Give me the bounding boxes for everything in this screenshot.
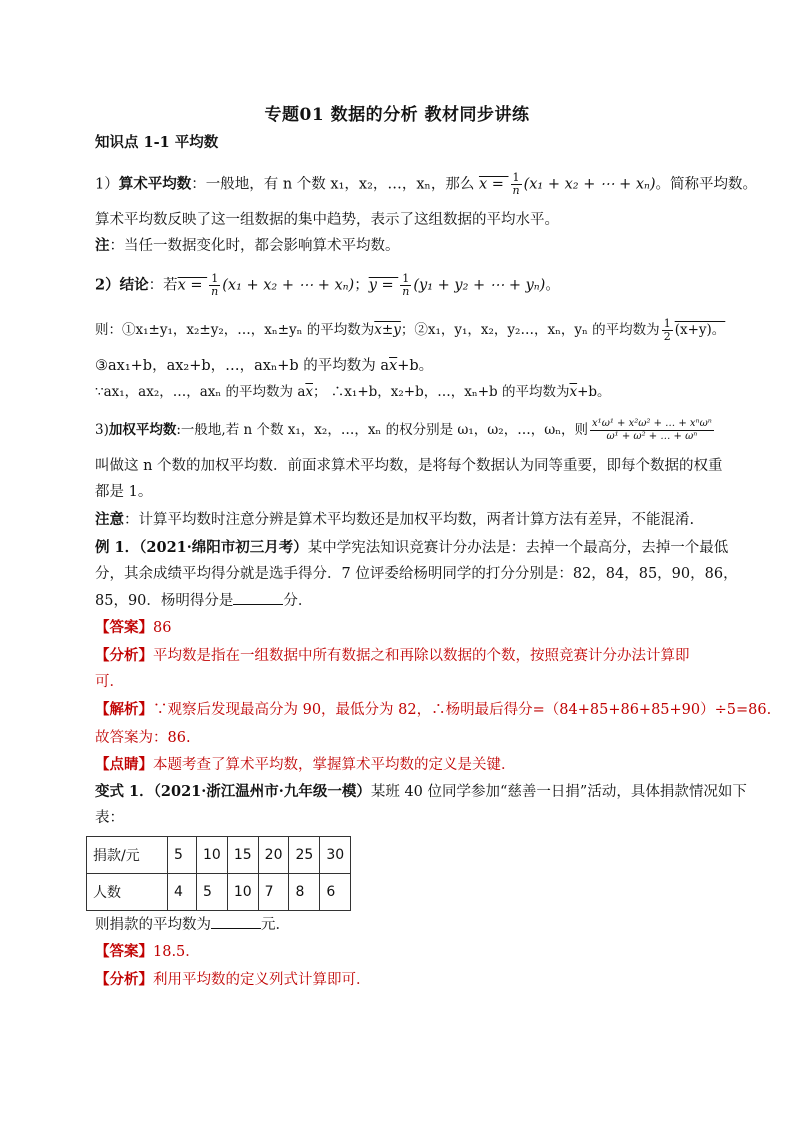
paragraph: 算术平均数反映了这一组数据的集中趋势，表示了这组数据的平均水平。 <box>95 212 559 228</box>
section-heading: 知识点 1-1 平均数 <box>95 134 219 151</box>
note: 注：当任一数据变化时，都会影响算术平均数。 <box>95 237 400 254</box>
table-row: 人数 4 5 10 7 8 6 <box>87 874 351 911</box>
conclusion-line: 则：①x₁±y₁，x₂±y₂，…，xₙ±yₙ 的平均数为x±y；②x₁，y₁，x₂，y₂…，xₙ，yₙ 的平均数为 $\frac{1}{2}$ (x+y)。 <box>95 317 726 343</box>
analysis: 【分析】平均数是指在一组数据中所有数据之和再除以数据的个数，按照竞赛计分办法计算即 <box>95 647 690 664</box>
fraction: $\frac{1}{n}$ <box>512 171 520 197</box>
paragraph: 叫做这 n 个数的加权平均数．前面求算术平均数，是将每个数据认为同等重要，即每个数据的权重 <box>95 458 723 474</box>
example-1: 例 1．（2021·绵阳市初三月考）某中学宪法知识竞赛计分办法是：去掉一个最高分，去掉一个最低 <box>95 539 729 556</box>
definition-weighted-mean: 3)加权平均数:一般地,若 n 个数 x₁，x₂，…，xₙ 的权分别是 ω₁，ω₂，…，ωₙ，则 $\frac{\text{x¹ω¹ + x²ω² + … + xⁿωⁿ}}{\text{ω¹ + ω² + … + ωⁿ}}$ <box>95 418 712 442</box>
definition-arithmetic-mean: 1）算术平均数：一般地，有 n 个数 x₁，x₂，…，xₙ，那么 x = $\frac{1}{n}$ (x₁ + x₂ + ⋯ + xₙ)。简称平均数。 <box>95 171 758 197</box>
answer-blank <box>211 914 261 929</box>
table-row: 捐款/元 5 10 15 20 25 30 <box>87 837 351 874</box>
analysis: 【分析】利用平均数的定义列式计算即可． <box>95 971 371 988</box>
answer: 【答案】86 <box>95 619 172 636</box>
attention-note: 注意：计算平均数时注意分辨是算术平均数还是加权平均数，两者计算方法有差异，不能混淆. <box>95 511 695 528</box>
variant-1-line: 表： <box>95 810 124 826</box>
variant-1-question: 则捐款的平均数为 元． <box>95 914 290 935</box>
conclusion: 2）结论：若x = $\frac{1}{n}$ (x₁ + x₂ + ⋯ + xₙ)；y = $\frac{1}{n}$ (y₁ + y₂ + ⋯ + yₙ)。 <box>95 272 560 298</box>
donation-table <box>86 836 351 911</box>
solution: 【解析】∵观察后发现最高分为 90，最低分为 82，∴杨明最后得分=（84+85+86+85+90）÷5=86. <box>95 701 772 718</box>
example-1-line: 85，90．杨明得分是 分． <box>95 590 312 611</box>
conclusion-line: ∵ax₁，ax₂，…，axₙ 的平均数为 $a\overline{x}$； ∴x₁+b，x₂+b，…，xₙ+b 的平均数为$\overline{x}+b$。 <box>95 384 611 400</box>
solution-cont: 故答案为：86. <box>95 730 191 746</box>
conclusion-line: ③ax₁+b，ax₂+b，…，axₙ+b 的平均数为 $a\overline{x}+b$。 <box>95 358 434 374</box>
page-title: 专题01 数据的分析 教材同步讲练 <box>264 105 530 125</box>
answer-blank <box>233 590 283 605</box>
variant-1: 变式 1．（2021·浙江温州市·九年级一模）某班 40 位同学参加“慈善一日捐”活动，具体捐款情况如下 <box>95 783 747 800</box>
paragraph: 都是 1。 <box>95 484 153 500</box>
example-1-line: 分，其余成绩平均得分就是选手得分．7 位评委给杨明同学的打分分别是：82，84，85，90，86， <box>95 566 738 582</box>
analysis-cont: 可． <box>95 674 124 690</box>
comment: 【点睛】本题考查了算术平均数，掌握算术平均数的定义是关键． <box>95 756 516 773</box>
answer: 【答案】18.5． <box>95 943 200 960</box>
fraction: $\frac{\text{x¹ω¹ + x²ω² + … + xⁿωⁿ}}{\text{ω¹ + ω² + … + ωⁿ}}$ <box>592 418 712 442</box>
